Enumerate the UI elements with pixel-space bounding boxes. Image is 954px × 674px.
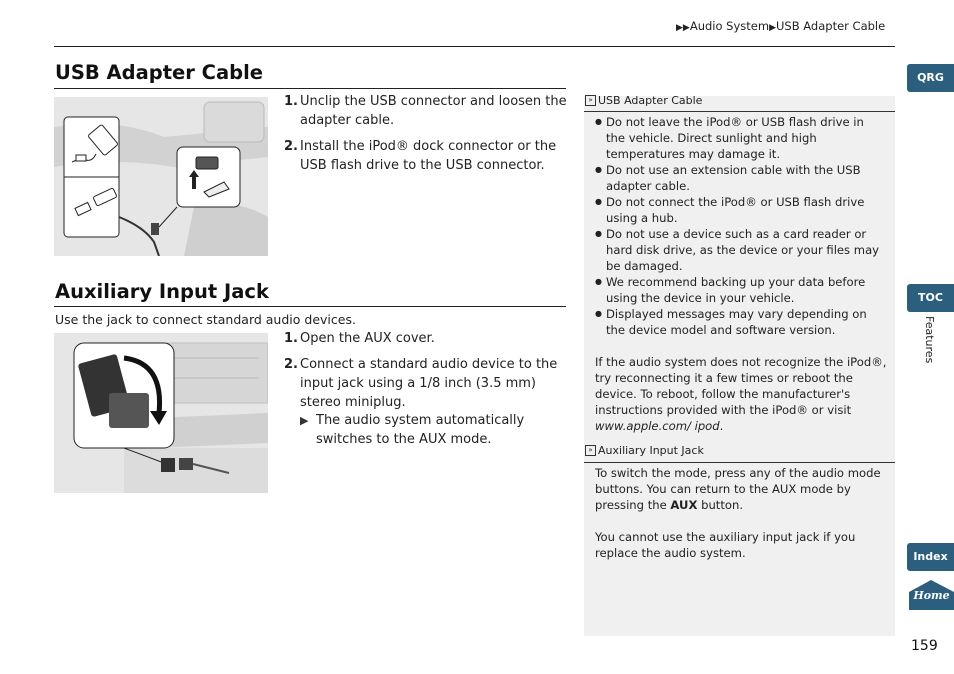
home-button[interactable] xyxy=(909,580,954,610)
apple-link[interactable]: www.apple.com/ ipod xyxy=(595,419,720,433)
reference-icon: » xyxy=(585,445,596,456)
usb-step-2-text: Install the iPod® dock connector or the USB flash drive to the USB connector. xyxy=(300,139,557,173)
sidebar-bullet: ● Do not use a device such as a card reader or hard disk drive, as the device or your files may be damaged. xyxy=(595,226,885,274)
aux-button-label: AUX xyxy=(670,498,698,512)
sidebar-usb-paragraph xyxy=(595,354,887,434)
reference-icon: » xyxy=(585,95,596,106)
aux-step-1-text: Open the AUX cover. xyxy=(300,331,435,346)
sidebar-bullet: ● Do not leave the iPod® or USB flash drive in the vehicle. Direct sunlight and high temperatures may damage it. xyxy=(595,114,885,162)
home-label: Home xyxy=(913,589,950,602)
usb-illustration xyxy=(54,97,268,256)
sidebar-aux-paragraph-2: You cannot use the auxiliary input jack if you replace the audio system. xyxy=(595,530,856,560)
sidebar-aux-heading xyxy=(585,444,704,457)
aux-illustration xyxy=(54,333,268,493)
aux-step-2-number: 2. xyxy=(284,357,298,372)
aux-illustration-drawing xyxy=(54,333,268,493)
chapter-label xyxy=(922,316,938,376)
section-rule-usb xyxy=(54,88,566,89)
sidebar-bullet: ● We recommend backing up your data before using the device in your vehicle. xyxy=(595,274,885,306)
usb-step-1-text: Unclip the USB connector and loosen the adapter cable. xyxy=(300,94,567,128)
usb-illustration-drawing xyxy=(54,97,268,256)
sidebar-bullet: ● Displayed messages may vary depending on the device model and software version. xyxy=(595,306,885,338)
sidebar-aux-heading-text: Auxiliary Input Jack xyxy=(598,444,704,457)
aux-steps xyxy=(284,329,569,459)
breadcrumb xyxy=(676,19,885,33)
sidebar-usb-heading xyxy=(585,94,702,107)
header-rule xyxy=(54,46,895,47)
breadcrumb-arrows: ▶▶ xyxy=(676,23,690,33)
sidebar-bullet: ● Do not use an extension cable with the USB adapter cable. xyxy=(595,162,885,194)
section-title-aux: Auxiliary Input Jack xyxy=(55,280,269,303)
aux-intro: Use the jack to connect standard audio devices. xyxy=(55,312,356,327)
usb-steps xyxy=(284,92,569,192)
sidebar-usb-rule xyxy=(584,111,895,112)
sidebar-usb-paragraph-end: . xyxy=(719,419,724,433)
sidebar-aux-p1-end: button. xyxy=(697,498,744,512)
sidebar-usb-bullets xyxy=(595,114,885,338)
index-tab[interactable]: Index xyxy=(907,543,954,571)
section-title-usb: USB Adapter Cable xyxy=(55,61,263,84)
page-number: 159 xyxy=(911,638,938,654)
usb-step-2-number: 2. xyxy=(284,139,298,154)
sidebar-aux-rule xyxy=(584,462,895,463)
aux-step-1-number: 1. xyxy=(284,331,298,346)
sidebar-bullet: ● Do not connect the iPod® or USB flash drive using a hub. xyxy=(595,194,885,226)
notes-sidebar xyxy=(584,96,895,636)
section-rule-aux xyxy=(54,306,566,307)
breadcrumb-current: USB Adapter Cable xyxy=(776,19,886,33)
breadcrumb-separator: ▶ xyxy=(769,23,776,33)
aux-note-text: The audio system automatically switches to the AUX mode. xyxy=(316,413,525,447)
qrg-tab[interactable]: QRG xyxy=(907,64,954,92)
aux-step-2-text: Connect a standard audio device to the input jack using a 1/8 inch (3.5 mm) stereo miniplug. xyxy=(300,357,558,410)
chapter-label-text: Features xyxy=(923,316,936,364)
sidebar-aux-p1-text: To switch the mode, press any of the audio mode buttons. You can return to the AUX mode by pressing the xyxy=(595,466,881,512)
usb-step-1-number: 1. xyxy=(284,94,298,109)
sidebar-usb-paragraph-text: If the audio system does not recognize the iPod®, try reconnecting it a few times or reboot the device. To reboot, follow the manufacturer's instructions provided with the iPod® or visit xyxy=(595,355,887,417)
note-arrow-icon: ▶ xyxy=(300,414,309,427)
toc-tab[interactable]: TOC xyxy=(907,284,954,312)
sidebar-usb-heading-text: USB Adapter Cable xyxy=(598,94,703,107)
breadcrumb-link-audio-system[interactable]: Audio System xyxy=(689,19,770,33)
sidebar-aux-paragraph-1 xyxy=(595,465,887,513)
